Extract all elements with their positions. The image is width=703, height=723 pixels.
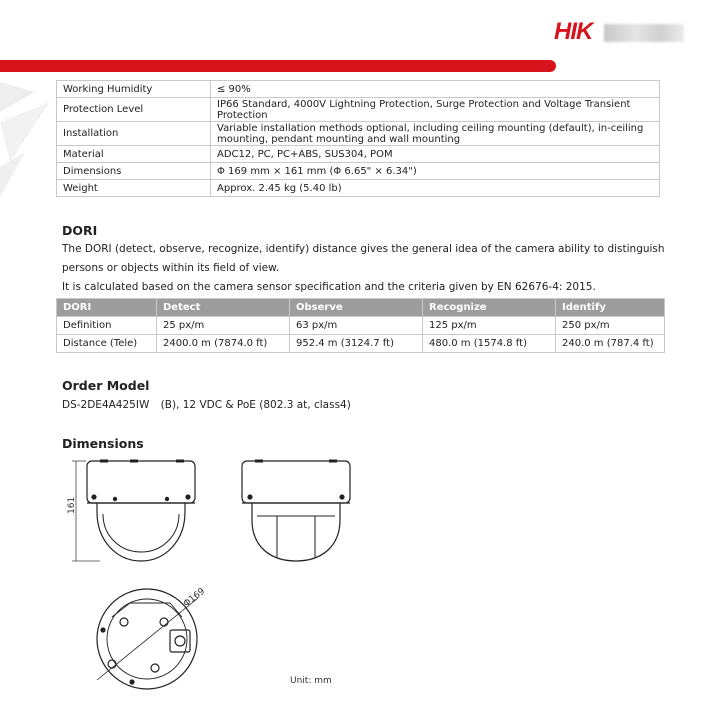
dori-paragraph-3: It is calculated based on the camera sensor specification and the criteria given by EN 62676-4: 2015. <box>62 281 596 293</box>
spec-value: Approx. 2.45 kg (5.40 lb) <box>211 180 660 197</box>
logo-text: HIK <box>554 18 593 45</box>
diameter-dimension-label: Φ169 <box>181 586 208 610</box>
dori-cell: 2400.0 m (7874.0 ft) <box>157 335 290 353</box>
dori-cell: 125 px/m <box>423 317 556 335</box>
spec-value: ≤ 90% <box>211 81 660 98</box>
dori-cell: 480.0 m (1574.8 ft) <box>423 335 556 353</box>
unit-label: Unit: mm <box>290 676 332 686</box>
spec-label: Protection Level <box>57 98 211 122</box>
dori-cell: 63 px/m <box>290 317 423 335</box>
spec-value: Φ 169 mm × 161 mm (Φ 6.65" × 6.34") <box>211 163 660 180</box>
dori-header-cell: DORI <box>57 299 157 317</box>
dori-title: DORI <box>62 223 98 238</box>
dori-cell: Distance (Tele) <box>57 335 157 353</box>
spec-label: Dimensions <box>57 163 211 180</box>
dori-header-cell: Observe <box>290 299 423 317</box>
dori-cell: 250 px/m <box>556 317 665 335</box>
camera-side-view <box>242 461 350 561</box>
spec-label: Installation <box>57 122 211 146</box>
dori-header-cell: Detect <box>157 299 290 317</box>
spec-label: Material <box>57 146 211 163</box>
dori-cell: 952.4 m (3124.7 ft) <box>290 335 423 353</box>
order-model-code: DS-2DE4A425IW <box>62 399 150 411</box>
spec-label: Weight <box>57 180 211 197</box>
dimensions-title: Dimensions <box>62 436 144 451</box>
spec-label: Working Humidity <box>57 81 211 98</box>
dori-paragraph-1: The DORI (detect, observe, recognize, identify) distance gives the general idea of the camera ability to distinguish <box>62 243 665 255</box>
dori-cell: 25 px/m <box>157 317 290 335</box>
order-model-title: Order Model <box>62 378 150 393</box>
dori-cell: 240.0 m (787.4 ft) <box>556 335 665 353</box>
order-model-description: (B), 12 VDC & PoE (802.3 at, class4) <box>160 399 351 411</box>
spec-value: ADC12, PC, PC+ABS, SUS304, POM <box>211 146 660 163</box>
camera-front-view <box>87 461 195 561</box>
dori-header-cell: Recognize <box>423 299 556 317</box>
height-dimension-label: 161 <box>67 496 77 514</box>
dori-paragraph-2: persons or objects within its field of view. <box>62 262 280 274</box>
spec-value: IP66 Standard, 4000V Lightning Protection, Surge Protection and Voltage Transient Protection <box>211 98 660 122</box>
spec-value: Variable installation methods optional, including ceiling mounting (default), in-ceiling mounting, pendant mounting and wall mounting <box>211 122 660 146</box>
dori-cell: Definition <box>57 317 157 335</box>
dori-header-cell: Identify <box>556 299 665 317</box>
